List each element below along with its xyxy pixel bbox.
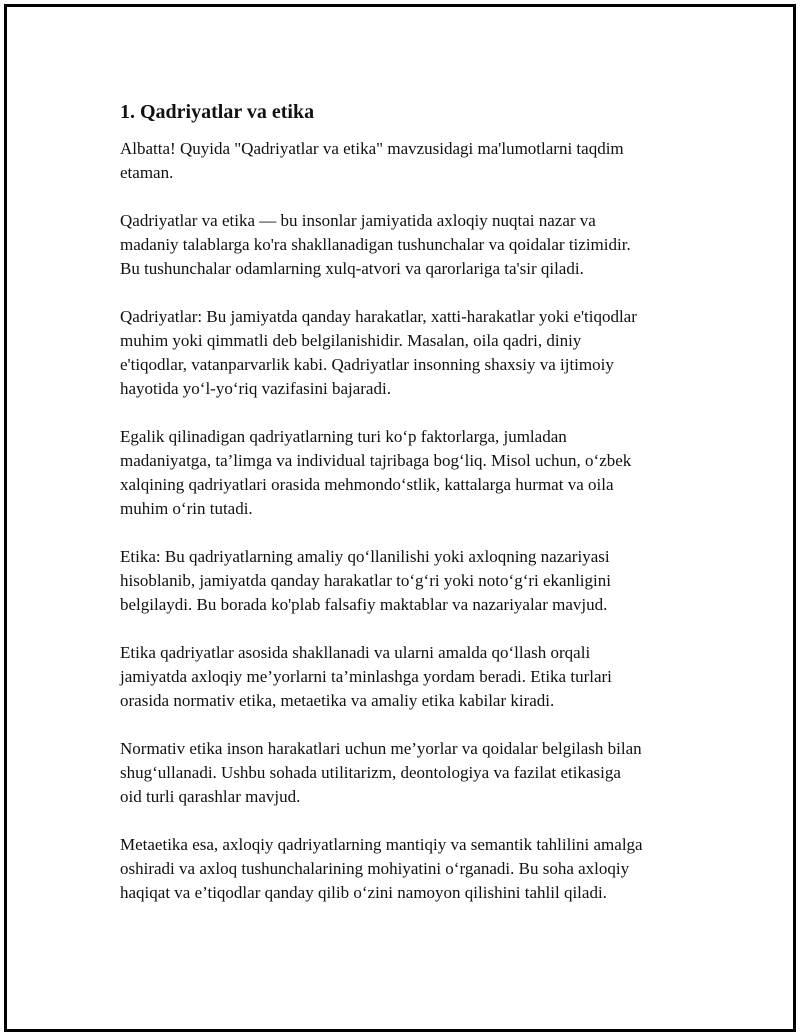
paragraph-ethics: Etika: Bu qadriyatlarning amaliy qo‘llanilishi yoki axloqning nazariyasi hisoblanib, jamiyatda qanday harakatlar to‘g‘ri yoki noto‘g‘ri ekanligini belgilaydi. Bu borada ko'plab falsafiy maktablar va nazariyalar mavjud. (120, 547, 611, 614)
paragraph-definition: Qadriyatlar va etika — bu insonlar jamiyatida axloqiy nuqtai nazar va madaniy talablarga ko'ra shakllanadigan tushunchalar va qoidalar tizimidir. Bu tushunchalar odamlarning xulq-atvori va qarorlariga ta'sir qiladi. (120, 211, 631, 278)
paragraph-intro: Albatta! Quyida "Qadriyatlar va etika" mavzusidagi ma'lumotlarni taqdim etaman. (120, 139, 624, 182)
page-title: 1. Qadriyatlar va etika (120, 101, 315, 123)
page-frame (4, 4, 796, 1032)
paragraph-normative-ethics: Normativ etika inson harakatlari uchun me’yorlar va qoidalar belgilash bilan shug‘ullanadi. Ushbu sohada utilitarizm, deontologiya va fazilat etikasiga oid turli qarashlar mavjud. (120, 739, 642, 806)
document-body (120, 99, 695, 929)
paragraph-values: Qadriyatlar: Bu jamiyatda qanday harakatlar, xatti-harakatlar yoki e'tiqodlar muhim yoki qimmatli deb belgilanishidir. Masalan, oila qadri, diniy e'tiqodlar, vatanparvarlik kabi. Qadriyatlar insonning shaxsiy va ijtimoiy hayotida yo‘l-yo‘riq vazifasini bajaradi. (120, 307, 637, 398)
paragraph-value-factors: Egalik qilinadigan qadriyatlarning turi ko‘p faktorlarga, jumladan madaniyatga, ta’limga va individual tajribaga bog‘liq. Misol uchun, o‘zbek xalqining qadriyatlari orasida mehmondo‘stlik, kattalarga hurmat va oila muhim o‘rin tutadi. (120, 427, 632, 518)
paragraph-ethics-types: Etika qadriyatlar asosida shakllanadi va ularni amalda qo‘llash orqali jamiyatda axloqiy me’yorlarni ta’minlashga yordam beradi. Etika turlari orasida normativ etika, metaetika va amaliy etika kabilar kiradi. (120, 643, 612, 710)
paragraph-metaethics: Metaetika esa, axloqiy qadriyatlarning mantiqiy va semantik tahlilini amalga oshiradi va axloq tushunchalarining mohiyatini o‘rganadi. Bu soha axloqiy haqiqat va e’tiqodlar qanday qilib o‘zini namoyon qilishini tahlil qiladi. (120, 835, 643, 902)
